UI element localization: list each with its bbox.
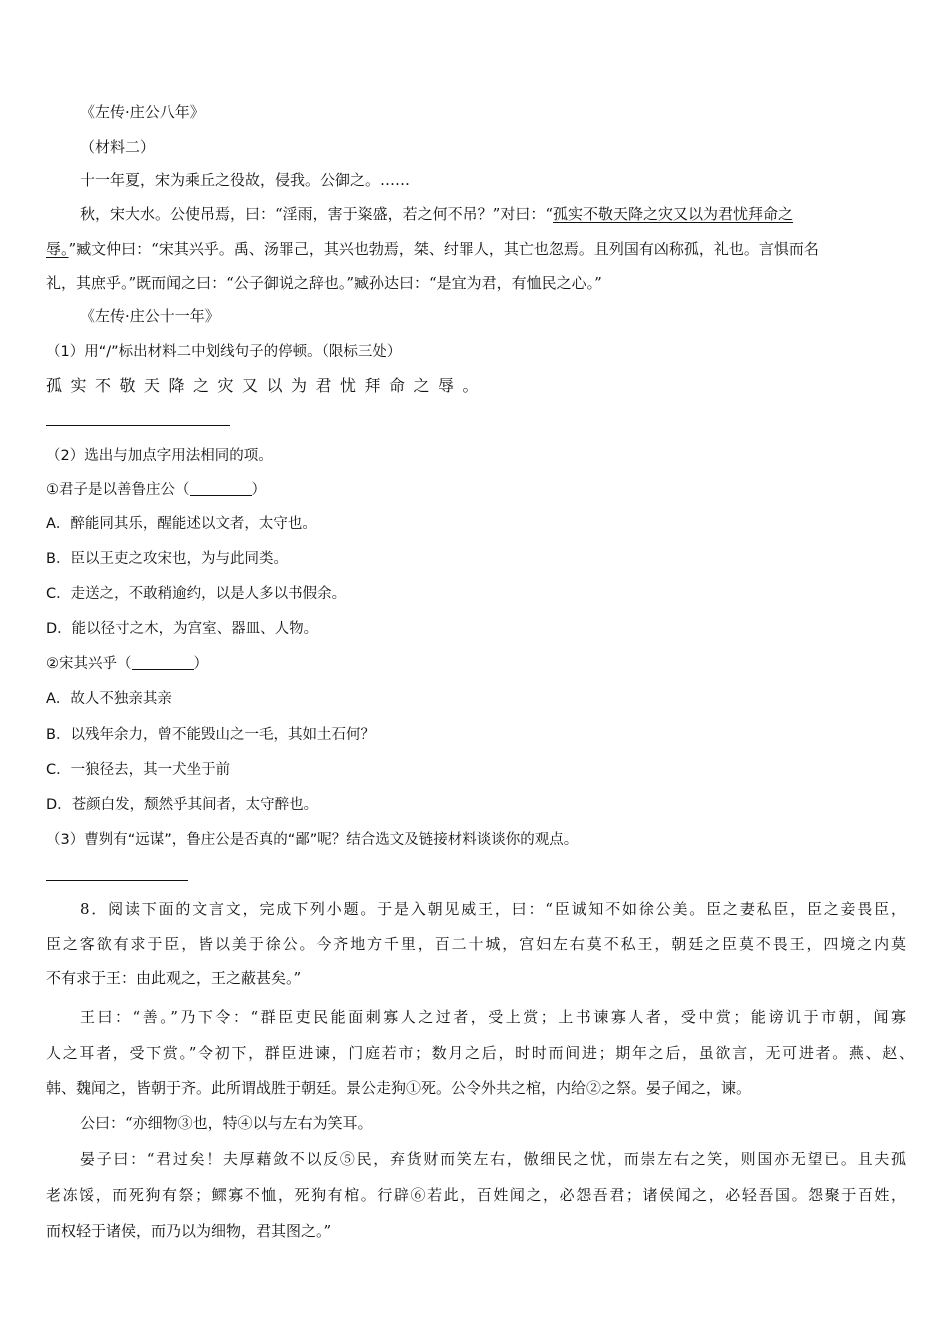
passage-8-line-1: 8．阅读下面的文言文，完成下列小题。于是入朝见威王，曰：“臣诚知不如徐公美。臣之妻私臣，臣之妾畏臣， xyxy=(80,900,906,918)
passage-8-line-3: 不有求于王：由此观之，王之蔽甚矣。” xyxy=(46,969,302,987)
text-run: ②宋其兴乎（ xyxy=(46,656,132,672)
answer-blank[interactable] xyxy=(132,655,194,670)
question-2-1 xyxy=(46,480,906,500)
text-run: ”臧文仲曰：“宋其兴乎。禹、汤罪己，其兴也勃焉，桀、纣罪人，其亡也忽焉。且列国有凶称孤，礼也。言惧而名 xyxy=(68,240,819,258)
question-2-2 xyxy=(46,654,906,674)
source-citation-1: 《左传·庄公八年》 xyxy=(80,103,205,121)
question-1: （1）用“/”标出材料二中划线句子的停顿。（限标三处） xyxy=(46,344,402,360)
answer-line-3 xyxy=(46,880,188,881)
passage-10-line: 公曰：“亦细物③也，特④以与左右为笑耳。 xyxy=(80,1114,373,1132)
underlined-sentence-part-1: 孤实不敬天降之灾又以为君忧拜命之 xyxy=(553,205,794,223)
material-two-line-4: 礼，其庶乎。”既而闻之曰：“公子御说之辞也。”臧孙达曰：“是宜为君，有恤民之心。” xyxy=(46,274,602,292)
source-citation-2: 《左传·庄公十一年》 xyxy=(80,307,220,325)
question-3: （3）曹刿有“远谋”，鲁庄公是否真的“鄙”呢？结合选文及链接材料谈谈你的观点。 xyxy=(46,832,579,848)
passage-9-line-3: 韩、魏闻之，皆朝于齐。此所谓战胜于朝廷。景公走狗①死。公令外共之棺，内给②之祭。晏子闻之，谏。 xyxy=(46,1079,752,1097)
text-run: ） xyxy=(251,482,266,498)
question-1-sentence: 孤实不敬天降之灾又以为君忧拜命之辱。 xyxy=(46,376,488,395)
option-d: D．能以径寸之木，为宫室、器皿、人物。 xyxy=(46,621,319,637)
passage-11-line-1: 晏子曰：“君过矣！夫厚藉敛不以反⑤民，弃货财而笑左右，傲细民之忧，而崇左右之笑，则国亦无望已。且夫孤 xyxy=(80,1150,906,1168)
answer-line-1 xyxy=(46,425,230,426)
material-two-line-2 xyxy=(80,204,900,224)
material-two-line-1: 十一年夏，宋为乘丘之役故，侵我。公御之。…… xyxy=(80,171,411,189)
option-a: A．故人不独亲其亲 xyxy=(46,691,172,707)
passage-9-line-1: 王曰：“善。”乃下令：“群臣吏民能面刺寡人之过者，受上赏；上书谏寡人者，受中赏；能谤讥于市朝，闻寡 xyxy=(80,1008,906,1026)
text-run: ①君子是以善鲁庄公（ xyxy=(46,482,190,498)
passage-8-line-2: 臣之客欲有求于臣，皆以美于徐公。今齐地方千里，百二十城，宫妇左右莫不私王，朝廷之臣莫不畏王，四境之内莫 xyxy=(46,935,906,953)
option-c: C．走送之，不敢稍逾约，以是人多以书假余。 xyxy=(46,586,347,602)
option-c: C．一狼径去，其一犬坐于前 xyxy=(46,762,231,778)
text-run: ） xyxy=(193,656,208,672)
material-two-heading: （材料二） xyxy=(80,138,156,156)
option-b: B．以残年余力，曾不能毁山之一毛，其如土石何？ xyxy=(46,727,375,743)
passage-11-line-3: 而权轻于诸侯，而乃以为细物，君其图之。” xyxy=(46,1222,332,1240)
material-two-line-3 xyxy=(46,239,906,259)
text-run: 秋，宋大水。公使吊焉，曰：“淫雨，害于粢盛，若之何不吊？”对曰：“ xyxy=(80,205,554,223)
answer-blank[interactable] xyxy=(190,481,252,496)
passage-11-line-2: 老冻馁，而死狗有祭；鳏寡不恤，死狗有棺。行辟⑥若此，百姓闻之，必怨吾君；诸侯闻之，必轻吾国。怨聚于百姓， xyxy=(46,1186,906,1204)
passage-9-line-2: 人之耳者，受下赏。”令初下，群臣进谏，门庭若市；数月之后，时时而间进；期年之后，虽欲言，无可进者。燕、赵、 xyxy=(46,1044,914,1062)
option-b: B．臣以王吏之攻宋也，为与此同类。 xyxy=(46,551,288,567)
underlined-sentence-part-2: 辱。 xyxy=(46,240,69,258)
option-d: D．苍颜白发，颓然乎其间者，太守醉也。 xyxy=(46,797,319,813)
question-2: （2）选出与加点字用法相同的项。 xyxy=(46,448,273,464)
option-a: A．醉能同其乐，醒能述以文者，太守也。 xyxy=(46,516,317,532)
